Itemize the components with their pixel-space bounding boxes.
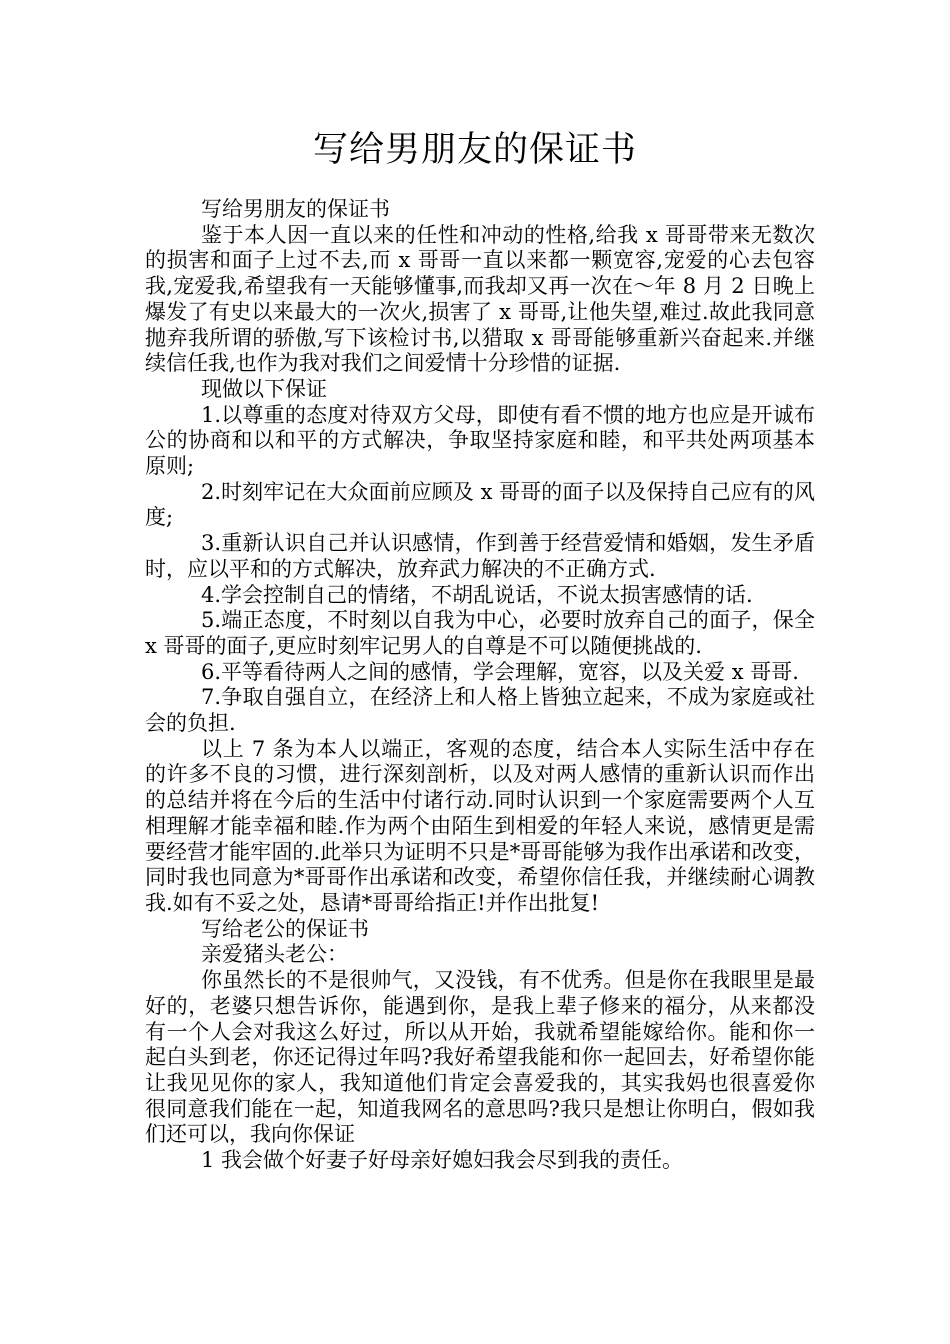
promise-item-2: 2.时刻牢记在大众面前应顾及 x 哥哥的面子以及保持自己应有的风度;	[145, 479, 815, 530]
intro-paragraph: 鉴于本人因一直以来的任性和冲动的性格,给我 x 哥哥带来无数次的损害和面子上过不去,而 x 哥哥一直以来都一颗宽容,宠爱的心去包容我,宠爱我,希望我有一天能够懂事,而我却又再一次在～年 8 月 2 日晚上爆发了有史以来最大的一次火,损害了 x 哥哥,让他失望,难过.故此我同意抛弃我所谓的骄傲,写下该检讨书,以猎取 x 哥哥能够重新兴奋起来.并继续信任我,也作为我对我们之间爱情十分珍惜的证据.	[145, 222, 815, 376]
document-body	[145, 197, 815, 1174]
letter-promise-item-1: 1 我会做个好妻子好母亲好媳妇我会尽到我的责任。	[201, 1148, 684, 1173]
page-title: 写给男朋友的保证书	[312, 130, 637, 170]
promise-item-3: 3.重新认识自己并认识感情，作到善于经营爱情和婚姻，发生矛盾时，应以平和的方式解决，放弃武力解决的不正确方式.	[145, 531, 815, 581]
letter-body-paragraph: 你虽然长的不是很帅气，又没钱，有不优秀。但是你在我眼里是最好的，老婆只想告诉你，能遇到你，是我上辈子修来的福分，从来都没有一个人会对我这么好过，所以从开始，我就希望能嫁给你。能和你一起白头到老，你还记得过年吗?我好希望我能和你一起回去，好希望你能让我见见你的家人，我知道他们肯定会喜爱我的，其实我妈也很喜爱你很同意我们能在一起，知道我网名的意思吗?我只是想让你明白，假如我们还可以，我向你保证	[145, 968, 815, 1147]
section-heading: 现做以下保证	[201, 376, 327, 401]
promise-item-5: 5.端正态度，不时刻以自我为中心，必要时放弃自己的面子，保全 x 哥哥的面子,更应时刻牢记男人的自尊是不可以随便挑战的.	[145, 608, 815, 658]
promise-item-4: 4.学会控制自己的情绪，不胡乱说话，不说太损害感情的话.	[201, 582, 753, 607]
second-letter-heading: 写给老公的保证书	[201, 916, 369, 941]
promise-item-6: 6.平等看待两人之间的感情，学会理解，宽容，以及关爱 x 哥哥.	[201, 659, 799, 684]
promise-item-1: 1.以尊重的态度对待双方父母，即使有看不惯的地方也应是开诚布公的协商和以和平的方式解决，争取坚持家庭和睦，和平共处两项基本原则;	[145, 402, 815, 479]
subtitle-paragraph: 写给男朋友的保证书	[201, 197, 390, 221]
summary-paragraph: 以上 7 条为本人以端正，客观的态度，结合本人实际生活中存在的许多不良的习惯，进行深刻剖析，以及对两人感情的重新认识而作出的总结并将在今后的生活中付诸行动.同时认识到一个家庭需要两个人互相理解才能幸福和睦.作为两个由陌生到相爱的年轻人来说，感情更是需要经营才能牢固的.此举只为证明不只是*哥哥能够为我作出承诺和改变，同时我也同意为*哥哥作出承诺和改变，希望你信任我，并继续耐心调教我.如有不妥之处，恳请*哥哥给指正!并作出批复!	[145, 736, 815, 915]
promise-item-7: 7.争取自强自立，在经济上和人格上皆独立起来，不成为家庭或社会的负担.	[145, 685, 815, 736]
greeting-line: 亲爱猪头老公：	[201, 942, 348, 967]
